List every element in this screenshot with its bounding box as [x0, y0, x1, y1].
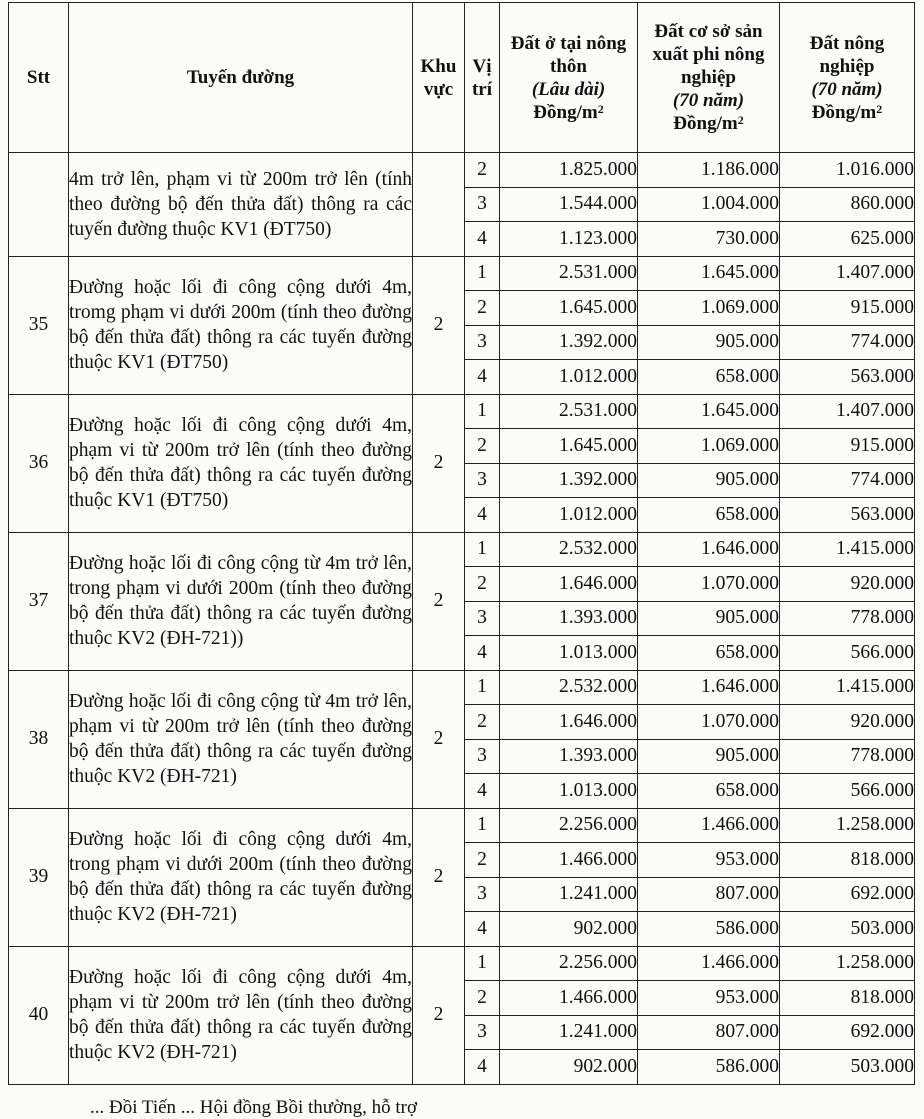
header-production-title: Đất cơ sở sản xuất phi nông nghiệp — [652, 21, 765, 88]
residential-price-cell: 1.646.000 — [500, 567, 638, 602]
vi-tri-cell: 2 — [465, 153, 500, 188]
residential-price-cell: 2.532.000 — [500, 670, 638, 705]
vi-tri-cell: 2 — [465, 429, 500, 464]
production-price-cell: 1.646.000 — [638, 532, 780, 567]
table-row — [9, 670, 915, 705]
production-price-cell: 905.000 — [638, 325, 780, 360]
agricultural-price-cell: 1.407.000 — [780, 256, 915, 291]
production-price-cell: 1.466.000 — [638, 808, 780, 843]
vi-tri-cell: 4 — [465, 912, 500, 947]
residential-price-cell: 2.256.000 — [500, 808, 638, 843]
vi-tri-cell: 3 — [465, 1015, 500, 1050]
agricultural-price-cell: 860.000 — [780, 187, 915, 222]
khu-vuc-cell: 2 — [413, 394, 465, 532]
residential-price-cell: 1.013.000 — [500, 774, 638, 809]
residential-price-cell: 902.000 — [500, 1050, 638, 1085]
vi-tri-cell: 3 — [465, 877, 500, 912]
agricultural-price-cell: 920.000 — [780, 705, 915, 740]
residential-price-cell: 1.393.000 — [500, 739, 638, 774]
vi-tri-cell: 3 — [465, 463, 500, 498]
production-price-cell: 1.645.000 — [638, 394, 780, 429]
residential-price-cell: 1.012.000 — [500, 360, 638, 395]
production-price-cell: 658.000 — [638, 498, 780, 533]
vi-tri-cell: 1 — [465, 532, 500, 567]
residential-price-cell: 1.645.000 — [500, 291, 638, 326]
residential-price-cell: 1.393.000 — [500, 601, 638, 636]
production-price-cell: 658.000 — [638, 360, 780, 395]
production-price-cell: 658.000 — [638, 636, 780, 671]
agricultural-price-cell: 915.000 — [780, 291, 915, 326]
khu-vuc-cell: 2 — [413, 946, 465, 1084]
residential-price-cell: 2.532.000 — [500, 532, 638, 567]
agricultural-price-cell: 625.000 — [780, 222, 915, 257]
khu-vuc-cell — [413, 153, 465, 257]
vi-tri-cell: 4 — [465, 636, 500, 671]
vi-tri-cell: 4 — [465, 222, 500, 257]
residential-price-cell: 2.256.000 — [500, 946, 638, 981]
production-price-cell: 1.646.000 — [638, 670, 780, 705]
agricultural-price-cell: 1.258.000 — [780, 808, 915, 843]
header-agricultural-term: (70 năm) — [811, 78, 883, 100]
residential-price-cell: 1.392.000 — [500, 325, 638, 360]
production-price-cell: 807.000 — [638, 1015, 780, 1050]
footer-text: ... Đồi Tiến ... Hội đồng Bồi thường, hỗ trợ — [90, 1097, 418, 1118]
residential-price-cell: 1.123.000 — [500, 222, 638, 257]
stt-cell: 37 — [9, 532, 69, 670]
production-price-cell: 586.000 — [638, 912, 780, 947]
agricultural-price-cell: 566.000 — [780, 774, 915, 809]
agricultural-price-cell: 818.000 — [780, 843, 915, 878]
agricultural-price-cell: 692.000 — [780, 877, 915, 912]
production-price-cell: 1.004.000 — [638, 187, 780, 222]
production-price-cell: 1.069.000 — [638, 291, 780, 326]
header-khu-vuc: Khu vực — [413, 3, 465, 153]
production-price-cell: 1.069.000 — [638, 429, 780, 464]
production-price-cell: 1.645.000 — [638, 256, 780, 291]
header-residential-land — [500, 3, 638, 153]
production-price-cell: 953.000 — [638, 843, 780, 878]
header-agricultural-land — [780, 3, 915, 153]
production-price-cell: 586.000 — [638, 1050, 780, 1085]
vi-tri-cell: 3 — [465, 601, 500, 636]
production-price-cell: 807.000 — [638, 877, 780, 912]
agricultural-price-cell: 920.000 — [780, 567, 915, 602]
agricultural-price-cell: 1.415.000 — [780, 670, 915, 705]
route-description: Đường hoặc lối đi công cộng dưới 4m, trong phạm vi dưới 200m (tính theo đường bộ đến thửa đất) thông ra các tuyến đường thuộc KV2 (ĐH-721) — [69, 808, 413, 946]
table-row — [9, 808, 915, 843]
vi-tri-cell: 2 — [465, 291, 500, 326]
agricultural-price-cell: 774.000 — [780, 463, 915, 498]
route-description: Đường hoặc lối đi công cộng từ 4m trở lên, phạm vi từ 200m trở lên (tính theo đường bộ đến thửa đất) thông ra các tuyến đường thuộc KV2 (ĐH-721) — [69, 670, 413, 808]
residential-price-cell: 1.392.000 — [500, 463, 638, 498]
table-row — [9, 532, 915, 567]
khu-vuc-cell: 2 — [413, 670, 465, 808]
header-agricultural-unit: Đồng/m — [811, 101, 877, 123]
vi-tri-cell: 1 — [465, 808, 500, 843]
header-stt: Stt — [9, 3, 69, 153]
production-price-cell: 905.000 — [638, 463, 780, 498]
header-residential-unit: Đồng/m — [533, 101, 598, 123]
route-description: 4m trở lên, phạm vi từ 200m trở lên (tính theo đường bộ đến thửa đất) thông ra các tuyến đường thuộc KV1 (ĐT750) — [69, 153, 413, 257]
production-price-cell: 1.186.000 — [638, 153, 780, 188]
production-price-cell: 1.070.000 — [638, 705, 780, 740]
route-description: Đường hoặc lối đi công cộng dưới 4m, phạm vi từ 200m trở lên (tính theo đường bộ đến thửa đất) thông ra các tuyến đường thuộc KV2 (ĐH-721) — [69, 946, 413, 1084]
vi-tri-cell: 3 — [465, 325, 500, 360]
table-row — [9, 394, 915, 429]
vi-tri-cell: 1 — [465, 256, 500, 291]
vi-tri-cell: 3 — [465, 187, 500, 222]
header-production-land — [638, 3, 780, 153]
table-header — [9, 3, 915, 153]
vi-tri-cell: 2 — [465, 981, 500, 1016]
route-description: Đường hoặc lối đi công cộng từ 4m trở lên, trong phạm vi dưới 200m (tính theo đường bộ đến thửa đất) thông ra các tuyến đường thuộc KV2 (ĐH-721)) — [69, 532, 413, 670]
unit-superscript: 2 — [597, 101, 604, 116]
header-residential-term: (Lâu dài) — [531, 78, 606, 100]
table-row — [9, 946, 915, 981]
vi-tri-cell: 4 — [465, 1050, 500, 1085]
vi-tri-cell: 3 — [465, 739, 500, 774]
table-row — [9, 256, 915, 291]
residential-price-cell: 1.646.000 — [500, 705, 638, 740]
header-vi-tri: Vị trí — [465, 3, 500, 153]
agricultural-price-cell: 1.407.000 — [780, 394, 915, 429]
route-description: Đường hoặc lối đi công cộng dưới 4m, phạm vi từ 200m trở lên (tính theo đường bộ đến thửa đất) thông ra các tuyến đường thuộc KV1 (ĐT750) — [69, 394, 413, 532]
vi-tri-cell: 4 — [465, 774, 500, 809]
header-agricultural-title: Đất nông nghiệp — [809, 32, 885, 77]
agricultural-price-cell: 1.258.000 — [780, 946, 915, 981]
vi-tri-cell: 2 — [465, 843, 500, 878]
header-production-unit: Đồng/m — [673, 113, 738, 134]
residential-price-cell: 902.000 — [500, 912, 638, 947]
stt-cell: 38 — [9, 670, 69, 808]
route-description: Đường hoặc lối đi công cộng dưới 4m, tromg phạm vi dưới 200m (tính theo đường bộ đến thửa đất) thông ra các tuyến đường thuộc KV1 (ĐT750) — [69, 256, 413, 394]
khu-vuc-cell: 2 — [413, 256, 465, 394]
production-price-cell: 658.000 — [638, 774, 780, 809]
agricultural-price-cell: 503.000 — [780, 912, 915, 947]
agricultural-price-cell: 1.415.000 — [780, 532, 915, 567]
unit-superscript: 2 — [876, 101, 883, 116]
stt-cell: 40 — [9, 946, 69, 1084]
agricultural-price-cell: 1.016.000 — [780, 153, 915, 188]
header-production-term: (70 năm) — [672, 90, 745, 111]
unit-superscript: 2 — [737, 113, 744, 127]
agricultural-price-cell: 566.000 — [780, 636, 915, 671]
khu-vuc-cell: 2 — [413, 808, 465, 946]
vi-tri-cell: 2 — [465, 567, 500, 602]
residential-price-cell: 1.645.000 — [500, 429, 638, 464]
agricultural-price-cell: 915.000 — [780, 429, 915, 464]
stt-cell: 39 — [9, 808, 69, 946]
residential-price-cell: 1.241.000 — [500, 1015, 638, 1050]
agricultural-price-cell: 774.000 — [780, 325, 915, 360]
production-price-cell: 953.000 — [638, 981, 780, 1016]
vi-tri-cell: 2 — [465, 705, 500, 740]
header-residential-title: Đất ở tại nông thôn — [510, 32, 627, 77]
agricultural-price-cell: 563.000 — [780, 360, 915, 395]
land-price-table — [8, 2, 915, 1085]
residential-price-cell: 1.544.000 — [500, 187, 638, 222]
residential-price-cell: 1.466.000 — [500, 981, 638, 1016]
header-route: Tuyến đường — [69, 3, 413, 153]
khu-vuc-cell: 2 — [413, 532, 465, 670]
table-body — [9, 153, 915, 1085]
residential-price-cell: 1.013.000 — [500, 636, 638, 671]
agricultural-price-cell: 818.000 — [780, 981, 915, 1016]
vi-tri-cell: 1 — [465, 394, 500, 429]
residential-price-cell: 2.531.000 — [500, 256, 638, 291]
production-price-cell: 905.000 — [638, 601, 780, 636]
stt-cell: 36 — [9, 394, 69, 532]
header-row — [9, 3, 915, 153]
vi-tri-cell: 4 — [465, 360, 500, 395]
residential-price-cell: 1.825.000 — [500, 153, 638, 188]
agricultural-price-cell: 778.000 — [780, 739, 915, 774]
residential-price-cell: 1.241.000 — [500, 877, 638, 912]
residential-price-cell: 1.466.000 — [500, 843, 638, 878]
stt-cell: 35 — [9, 256, 69, 394]
agricultural-price-cell: 503.000 — [780, 1050, 915, 1085]
table-row — [9, 153, 915, 188]
stt-cell — [9, 153, 69, 257]
vi-tri-cell: 4 — [465, 498, 500, 533]
residential-price-cell: 1.012.000 — [500, 498, 638, 533]
agricultural-price-cell: 563.000 — [780, 498, 915, 533]
production-price-cell: 730.000 — [638, 222, 780, 257]
production-price-cell: 905.000 — [638, 739, 780, 774]
agricultural-price-cell: 692.000 — [780, 1015, 915, 1050]
vi-tri-cell: 1 — [465, 670, 500, 705]
vi-tri-cell: 1 — [465, 946, 500, 981]
production-price-cell: 1.466.000 — [638, 946, 780, 981]
residential-price-cell: 2.531.000 — [500, 394, 638, 429]
agricultural-price-cell: 778.000 — [780, 601, 915, 636]
production-price-cell: 1.070.000 — [638, 567, 780, 602]
